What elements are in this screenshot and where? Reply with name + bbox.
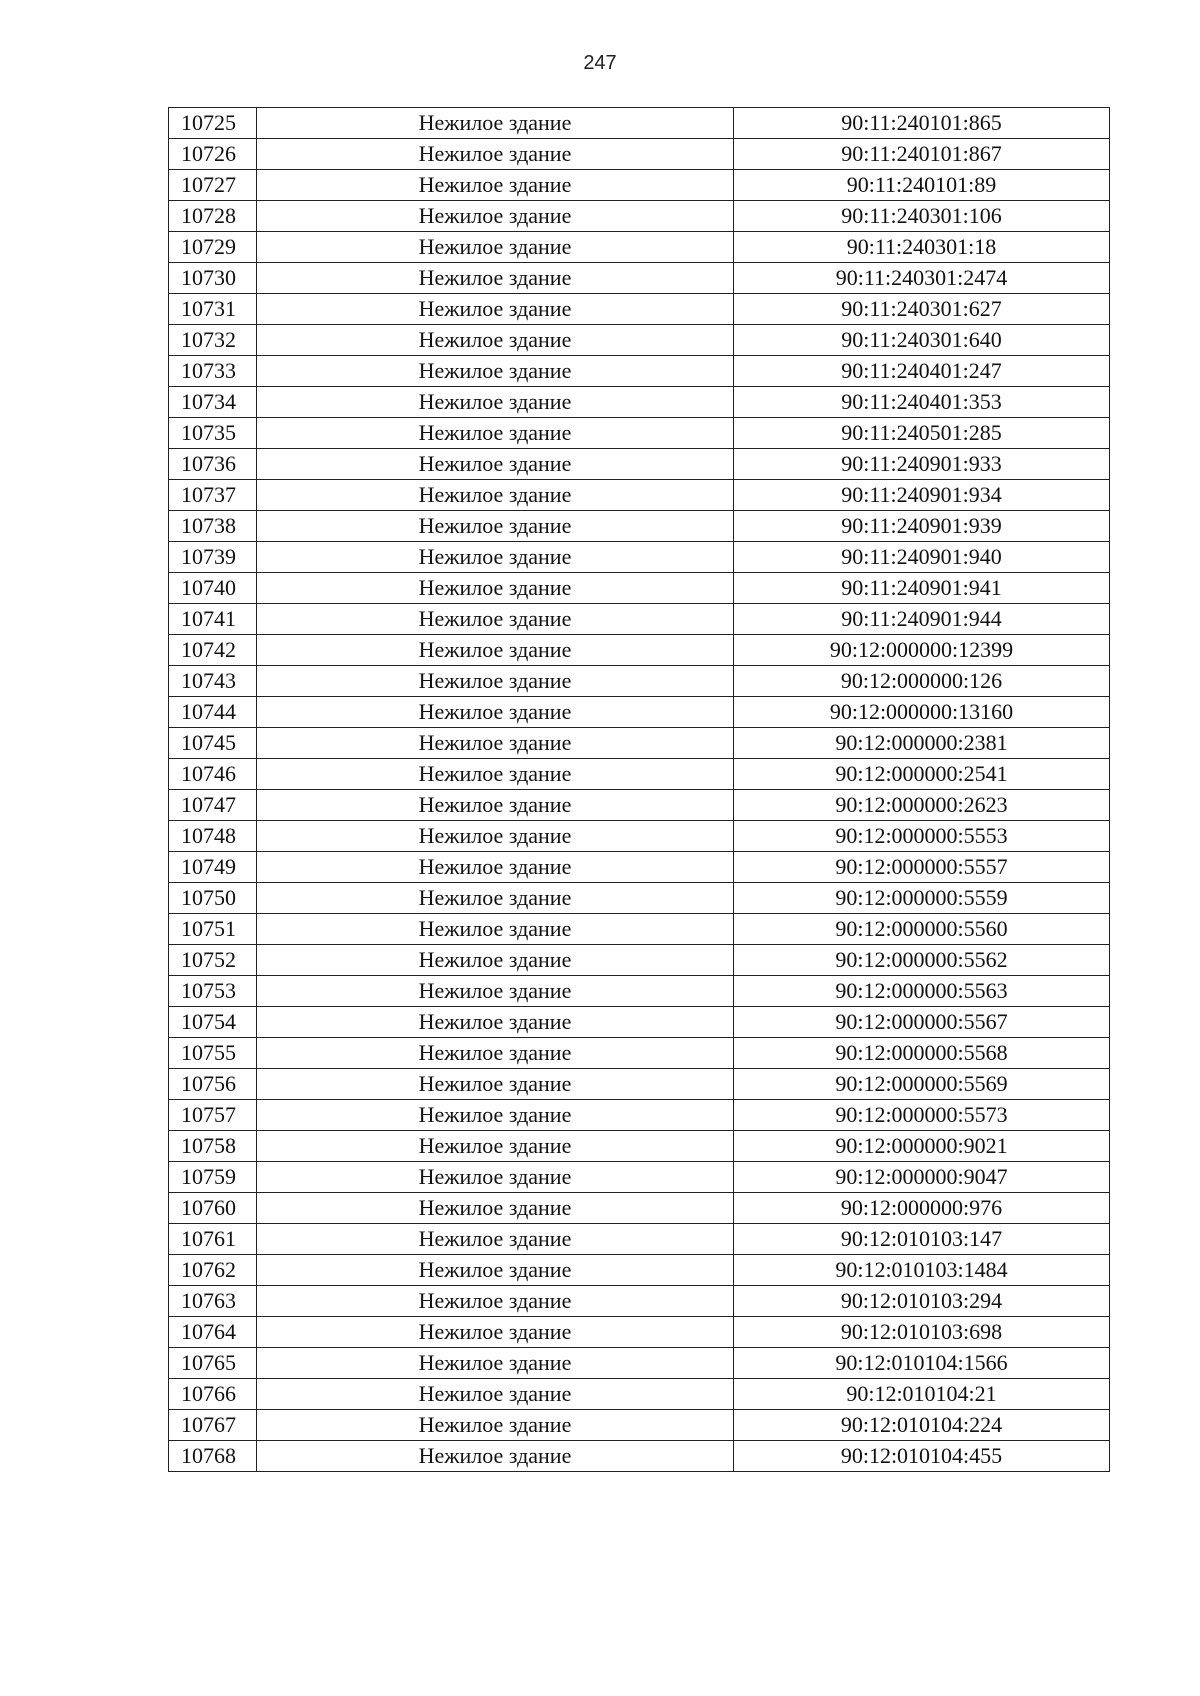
row-number-cell: 10737 (169, 480, 257, 511)
cadastral-number-cell: 90:11:240401:353 (734, 387, 1110, 418)
cadastral-number-cell: 90:11:240901:941 (734, 573, 1110, 604)
cadastral-number-cell: 90:12:000000:5557 (734, 852, 1110, 883)
row-number-cell: 10729 (169, 232, 257, 263)
row-number-cell: 10730 (169, 263, 257, 294)
object-name-cell: Нежилое здание (257, 1441, 734, 1472)
table-row (169, 1286, 1110, 1317)
table-row (169, 1131, 1110, 1162)
table-row (169, 480, 1110, 511)
row-number-cell: 10751 (169, 914, 257, 945)
object-name-cell: Нежилое здание (257, 1162, 734, 1193)
object-name-cell: Нежилое здание (257, 1255, 734, 1286)
object-name-cell: Нежилое здание (257, 666, 734, 697)
object-name-cell: Нежилое здание (257, 604, 734, 635)
cadastral-number-cell: 90:11:240901:934 (734, 480, 1110, 511)
table-row (169, 604, 1110, 635)
registry-table-body (169, 108, 1110, 1472)
object-name-cell: Нежилое здание (257, 790, 734, 821)
row-number-cell: 10754 (169, 1007, 257, 1038)
row-number-cell: 10759 (169, 1162, 257, 1193)
row-number-cell: 10731 (169, 294, 257, 325)
cadastral-number-cell: 90:11:240901:933 (734, 449, 1110, 480)
cadastral-number-cell: 90:12:000000:5559 (734, 883, 1110, 914)
object-name-cell: Нежилое здание (257, 1193, 734, 1224)
object-name-cell: Нежилое здание (257, 1069, 734, 1100)
row-number-cell: 10734 (169, 387, 257, 418)
row-number-cell: 10749 (169, 852, 257, 883)
cadastral-number-cell: 90:11:240101:865 (734, 108, 1110, 139)
row-number-cell: 10744 (169, 697, 257, 728)
cadastral-number-cell: 90:12:000000:126 (734, 666, 1110, 697)
page-number: 247 (583, 52, 617, 74)
table-row (169, 1193, 1110, 1224)
row-number-cell: 10728 (169, 201, 257, 232)
object-name-cell: Нежилое здание (257, 1131, 734, 1162)
table-row (169, 666, 1110, 697)
object-name-cell: Нежилое здание (257, 1379, 734, 1410)
table-row (169, 1007, 1110, 1038)
table-row (169, 1100, 1110, 1131)
table-row (169, 201, 1110, 232)
cadastral-number-cell: 90:11:240901:939 (734, 511, 1110, 542)
table-row (169, 1255, 1110, 1286)
row-number-cell: 10743 (169, 666, 257, 697)
object-name-cell: Нежилое здание (257, 945, 734, 976)
row-number-cell: 10735 (169, 418, 257, 449)
table-row (169, 790, 1110, 821)
cadastral-number-cell: 90:12:010104:1566 (734, 1348, 1110, 1379)
property-registry-table (168, 107, 1110, 1472)
cadastral-number-cell: 90:12:000000:2623 (734, 790, 1110, 821)
object-name-cell: Нежилое здание (257, 356, 734, 387)
cadastral-number-cell: 90:11:240301:627 (734, 294, 1110, 325)
cadastral-number-cell: 90:12:000000:976 (734, 1193, 1110, 1224)
table-row (169, 914, 1110, 945)
row-number-cell: 10746 (169, 759, 257, 790)
cadastral-number-cell: 90:11:240901:944 (734, 604, 1110, 635)
row-number-cell: 10764 (169, 1317, 257, 1348)
object-name-cell: Нежилое здание (257, 728, 734, 759)
row-number-cell: 10761 (169, 1224, 257, 1255)
table-row (169, 1162, 1110, 1193)
cadastral-number-cell: 90:11:240301:106 (734, 201, 1110, 232)
table-row (169, 1348, 1110, 1379)
row-number-cell: 10748 (169, 821, 257, 852)
table-row (169, 945, 1110, 976)
cadastral-number-cell: 90:12:000000:5567 (734, 1007, 1110, 1038)
cadastral-number-cell: 90:12:000000:9047 (734, 1162, 1110, 1193)
table-row (169, 294, 1110, 325)
row-number-cell: 10741 (169, 604, 257, 635)
row-number-cell: 10753 (169, 976, 257, 1007)
object-name-cell: Нежилое здание (257, 976, 734, 1007)
cadastral-number-cell: 90:12:010103:1484 (734, 1255, 1110, 1286)
object-name-cell: Нежилое здание (257, 108, 734, 139)
cadastral-number-cell: 90:11:240901:940 (734, 542, 1110, 573)
cadastral-number-cell: 90:11:240401:247 (734, 356, 1110, 387)
row-number-cell: 10732 (169, 325, 257, 356)
object-name-cell: Нежилое здание (257, 201, 734, 232)
cadastral-number-cell: 90:12:000000:2541 (734, 759, 1110, 790)
object-name-cell: Нежилое здание (257, 263, 734, 294)
cadastral-number-cell: 90:12:000000:5560 (734, 914, 1110, 945)
cadastral-number-cell: 90:12:000000:13160 (734, 697, 1110, 728)
table-row (169, 356, 1110, 387)
table-row (169, 511, 1110, 542)
object-name-cell: Нежилое здание (257, 697, 734, 728)
row-number-cell: 10762 (169, 1255, 257, 1286)
cadastral-number-cell: 90:11:240301:2474 (734, 263, 1110, 294)
cadastral-number-cell: 90:12:000000:2381 (734, 728, 1110, 759)
table-row (169, 418, 1110, 449)
object-name-cell: Нежилое здание (257, 852, 734, 883)
cadastral-number-cell: 90:12:000000:5563 (734, 976, 1110, 1007)
table-row (169, 1038, 1110, 1069)
object-name-cell: Нежилое здание (257, 418, 734, 449)
cadastral-number-cell: 90:12:010104:224 (734, 1410, 1110, 1441)
table-row (169, 263, 1110, 294)
row-number-cell: 10765 (169, 1348, 257, 1379)
cadastral-number-cell: 90:11:240101:867 (734, 139, 1110, 170)
table-row (169, 108, 1110, 139)
object-name-cell: Нежилое здание (257, 325, 734, 356)
cadastral-number-cell: 90:12:000000:5573 (734, 1100, 1110, 1131)
row-number-cell: 10738 (169, 511, 257, 542)
cadastral-number-cell: 90:12:000000:5568 (734, 1038, 1110, 1069)
row-number-cell: 10767 (169, 1410, 257, 1441)
cadastral-number-cell: 90:12:010103:698 (734, 1317, 1110, 1348)
table-row (169, 759, 1110, 790)
cadastral-number-cell: 90:11:240501:285 (734, 418, 1110, 449)
row-number-cell: 10742 (169, 635, 257, 666)
row-number-cell: 10750 (169, 883, 257, 914)
table-row (169, 170, 1110, 201)
table-row (169, 1441, 1110, 1472)
table-row (169, 821, 1110, 852)
row-number-cell: 10768 (169, 1441, 257, 1472)
table-row (169, 635, 1110, 666)
row-number-cell: 10760 (169, 1193, 257, 1224)
row-number-cell: 10745 (169, 728, 257, 759)
row-number-cell: 10755 (169, 1038, 257, 1069)
table-row (169, 573, 1110, 604)
table-row (169, 1224, 1110, 1255)
object-name-cell: Нежилое здание (257, 821, 734, 852)
row-number-cell: 10740 (169, 573, 257, 604)
table-row (169, 1410, 1110, 1441)
object-name-cell: Нежилое здание (257, 449, 734, 480)
cadastral-number-cell: 90:12:000000:12399 (734, 635, 1110, 666)
object-name-cell: Нежилое здание (257, 883, 734, 914)
table-row (169, 1379, 1110, 1410)
object-name-cell: Нежилое здание (257, 1317, 734, 1348)
row-number-cell: 10757 (169, 1100, 257, 1131)
table-row (169, 325, 1110, 356)
cadastral-number-cell: 90:12:010104:21 (734, 1379, 1110, 1410)
object-name-cell: Нежилое здание (257, 914, 734, 945)
cadastral-number-cell: 90:12:010103:294 (734, 1286, 1110, 1317)
object-name-cell: Нежилое здание (257, 294, 734, 325)
object-name-cell: Нежилое здание (257, 1286, 734, 1317)
cadastral-number-cell: 90:12:000000:5553 (734, 821, 1110, 852)
cadastral-number-cell: 90:12:000000:9021 (734, 1131, 1110, 1162)
row-number-cell: 10739 (169, 542, 257, 573)
cadastral-number-cell: 90:11:240301:640 (734, 325, 1110, 356)
cadastral-number-cell: 90:11:240101:89 (734, 170, 1110, 201)
cadastral-number-cell: 90:12:010103:147 (734, 1224, 1110, 1255)
table-row (169, 728, 1110, 759)
object-name-cell: Нежилое здание (257, 139, 734, 170)
table-row (169, 852, 1110, 883)
object-name-cell: Нежилое здание (257, 1410, 734, 1441)
object-name-cell: Нежилое здание (257, 635, 734, 666)
row-number-cell: 10763 (169, 1286, 257, 1317)
table-row (169, 1069, 1110, 1100)
table-row (169, 387, 1110, 418)
object-name-cell: Нежилое здание (257, 573, 734, 604)
row-number-cell: 10726 (169, 139, 257, 170)
table-row (169, 1317, 1110, 1348)
row-number-cell: 10752 (169, 945, 257, 976)
row-number-cell: 10756 (169, 1069, 257, 1100)
object-name-cell: Нежилое здание (257, 511, 734, 542)
cadastral-number-cell: 90:12:000000:5562 (734, 945, 1110, 976)
table-row (169, 542, 1110, 573)
table-row (169, 449, 1110, 480)
table-row (169, 697, 1110, 728)
object-name-cell: Нежилое здание (257, 387, 734, 418)
object-name-cell: Нежилое здание (257, 170, 734, 201)
object-name-cell: Нежилое здание (257, 1224, 734, 1255)
object-name-cell: Нежилое здание (257, 1100, 734, 1131)
table-row (169, 232, 1110, 263)
object-name-cell: Нежилое здание (257, 542, 734, 573)
row-number-cell: 10736 (169, 449, 257, 480)
object-name-cell: Нежилое здание (257, 1348, 734, 1379)
object-name-cell: Нежилое здание (257, 480, 734, 511)
row-number-cell: 10758 (169, 1131, 257, 1162)
object-name-cell: Нежилое здание (257, 759, 734, 790)
object-name-cell: Нежилое здание (257, 232, 734, 263)
cadastral-number-cell: 90:11:240301:18 (734, 232, 1110, 263)
table-row (169, 883, 1110, 914)
row-number-cell: 10766 (169, 1379, 257, 1410)
cadastral-number-cell: 90:12:000000:5569 (734, 1069, 1110, 1100)
row-number-cell: 10725 (169, 108, 257, 139)
row-number-cell: 10727 (169, 170, 257, 201)
object-name-cell: Нежилое здание (257, 1038, 734, 1069)
table-row (169, 139, 1110, 170)
row-number-cell: 10747 (169, 790, 257, 821)
row-number-cell: 10733 (169, 356, 257, 387)
table-row (169, 976, 1110, 1007)
cadastral-number-cell: 90:12:010104:455 (734, 1441, 1110, 1472)
object-name-cell: Нежилое здание (257, 1007, 734, 1038)
